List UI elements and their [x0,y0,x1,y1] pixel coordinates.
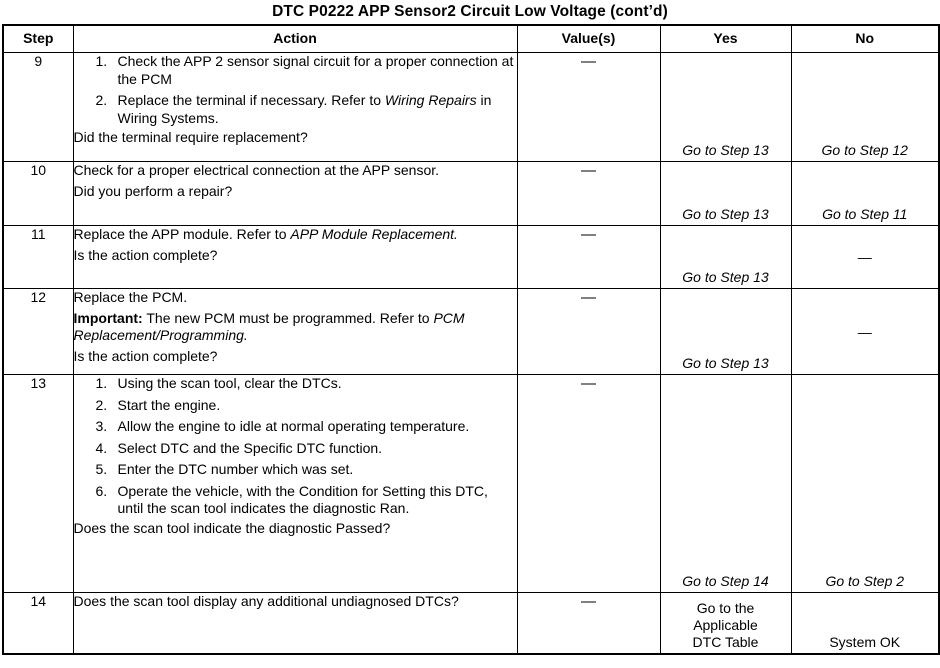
action-cell [73,53,517,162]
yes-result-line-3: DTC Table [692,634,759,650]
action-question: Is the action complete? [73,246,218,263]
yes-result: Go to Step 14 [682,573,769,589]
value-cell [517,289,660,375]
action-important-note [74,310,517,345]
action-question: Did you perform a repair? [73,182,233,199]
dash-mark: — [581,289,596,306]
no-cell [791,375,939,593]
no-result: — [857,249,872,265]
list-item [96,92,517,127]
no-result: Go to Step 11 [822,206,908,222]
action-cell [73,593,517,655]
yes-cell [660,162,791,226]
no-cell [791,226,939,289]
dash-mark: — [581,53,596,70]
action-cell [73,162,517,226]
action-question: Does the scan tool display any additional undiagnosed DTCs? [73,593,459,609]
no-result: Go to Step 2 [825,573,905,589]
value-cell [517,226,660,289]
value-cell [517,593,660,655]
yes-cell [660,289,791,375]
list-item: Using the scan tool, clear the DTCs. [117,375,342,391]
action-text-pre: Replace the APP module. Refer to [73,226,291,242]
action-text: Check for a proper electrical connection at the APP sensor. [73,162,440,178]
no-cell [791,593,939,655]
list-item: Enter the DTC number which was set. [117,461,354,477]
yes-cell [660,593,791,655]
column-header-step: Step [3,25,73,53]
value-cell [517,162,660,226]
column-header-yes: Yes [660,25,791,53]
list-item-text-pre: Replace the terminal if necessary. Refer to [117,92,385,108]
action-text [74,226,517,244]
step-number: 12 [3,289,73,375]
no-cell [791,289,939,375]
yes-cell [660,53,791,162]
action-text: Replace the PCM. [73,289,188,305]
step-number: 13 [3,375,73,593]
action-cell [73,226,517,289]
yes-result: Go to Step 13 [682,142,769,158]
yes-result: Go to Step 13 [682,269,769,285]
action-question: Did the terminal require replacement? [73,129,308,145]
value-cell [517,53,660,162]
list-item: Select DTC and the Specific DTC function. [117,439,383,456]
important-text-italic: PCM Replacement/Programming. [73,309,465,343]
action-text-italic: APP Module Replacement. [290,226,458,242]
step-number: 10 [3,162,73,226]
yes-cell [660,226,791,289]
dash-mark: — [581,162,596,179]
step-number: 11 [3,226,73,289]
table-row [3,289,939,375]
dash-mark: — [581,226,596,243]
table-row [3,226,939,289]
table-row [3,53,939,162]
action-step-list [74,375,517,518]
action-question: Is the action complete? [73,347,218,364]
list-item: Allow the engine to idle at normal operating temperature. [117,418,470,434]
column-header-action: Action [73,25,517,53]
no-cell [791,53,939,162]
no-result: Go to Step 12 [821,142,908,158]
list-item-text-italic: Wiring Repairs [384,92,477,108]
table-row [3,593,939,655]
dash-mark: — [581,593,596,610]
page-title: DTC P0222 APP Sensor2 Circuit Low Voltage (cont’d) [272,3,668,20]
list-item: Operate the vehicle, with the Condition for Setting this DTC, until the scan tool indicates the diagnostic Ran. [117,482,488,516]
list-item: Check the APP 2 sensor signal circuit for a proper connection at the PCM [117,53,514,87]
action-cell [73,289,517,375]
list-item-text-post: in Wiring Systems. [117,92,492,126]
yes-result-line-2: Applicable [693,617,758,633]
no-result: System OK [829,634,901,650]
yes-result [661,600,791,651]
no-result: — [857,323,872,340]
important-label: Important: [73,309,143,326]
dash-mark: — [581,375,596,392]
diagnostic-table [2,24,940,655]
column-header-value: Value(s) [517,25,660,53]
no-cell [791,162,939,226]
action-step-list [74,53,517,127]
yes-result: Go to Step 13 [682,355,769,371]
yes-result: Go to Step 13 [682,206,769,222]
step-number: 9 [3,53,73,162]
list-item: Start the engine. [117,396,221,413]
table-row [3,162,939,226]
value-cell [517,375,660,593]
step-number: 14 [3,593,73,655]
column-header-no: No [791,25,939,53]
action-cell [73,375,517,593]
yes-cell [660,375,791,593]
table-header-row [3,25,939,53]
yes-result-line-1: Go to the [696,600,755,616]
important-text: The new PCM must be programmed. Refer to [142,309,434,326]
table-row [3,375,939,593]
action-question: Does the scan tool indicate the diagnostic Passed? [73,519,391,536]
